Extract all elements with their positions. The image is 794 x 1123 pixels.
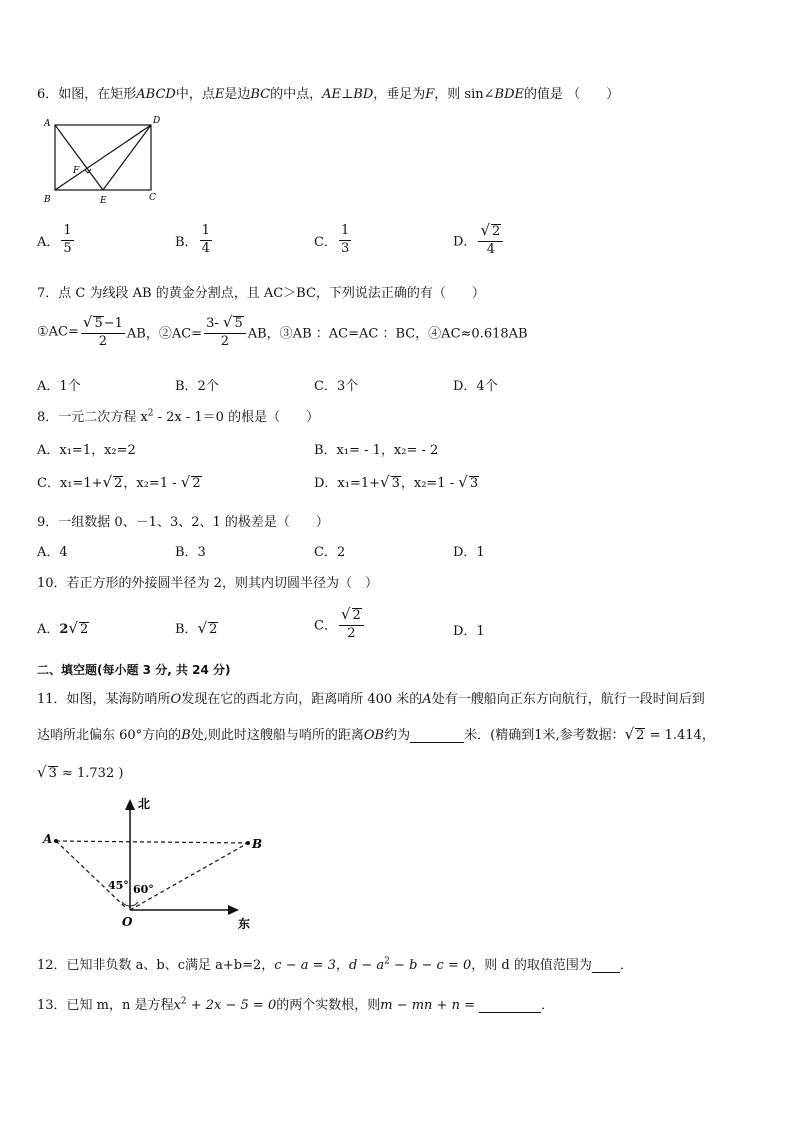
radical-sign: √	[624, 725, 635, 743]
q13-equation: + 2x − 5 = 0	[186, 998, 277, 1013]
radicand: 2	[80, 622, 89, 637]
q11-text: 米．(精确到1米,参考数据：	[464, 728, 625, 743]
q11-var: O	[170, 692, 182, 707]
frac-den: 3	[340, 240, 350, 256]
q9-stem: 9．一组数据 0、－1、3、2、1 的极差是（ ）	[37, 515, 329, 530]
frac-num-tail: −1	[103, 316, 123, 331]
q11-compass-figure	[38, 796, 263, 936]
radicand: 2	[636, 728, 645, 743]
label-o: O	[122, 915, 133, 929]
radicand: 2	[352, 608, 361, 623]
q6-text: 是边	[224, 87, 251, 102]
label-d: D	[153, 116, 161, 126]
q8-option-d	[314, 472, 479, 491]
q7-text: AB，③AB ：AC=AC ：BC，④AC≈0.618AB	[247, 326, 528, 342]
point-a	[54, 839, 58, 843]
q13-expression: m − mn + n =	[380, 998, 475, 1013]
q6-option-b	[175, 224, 214, 257]
q6-text: ，则 sin∠	[434, 87, 495, 102]
radical-sign: √	[82, 313, 93, 331]
q9-option-c: C．2	[314, 545, 346, 560]
q6-option-a	[37, 224, 76, 257]
radical-sign: √	[380, 473, 390, 491]
radical-sign: √	[37, 763, 47, 781]
q12-text: ．	[619, 958, 633, 973]
q10-option-d: D．1	[453, 624, 485, 639]
label-a: A	[43, 832, 53, 846]
segment-bd	[55, 125, 151, 190]
q8-text: C．x₁=1+	[37, 476, 103, 491]
q8-option-b: B．x₁= - 1，x₂= - 2	[314, 443, 439, 458]
q9-option-d: D．1	[453, 545, 485, 560]
q13-equation: x	[173, 998, 181, 1013]
frac-den: 2	[347, 625, 356, 641]
q11-text: 11．如图，某海防哨所	[37, 692, 171, 707]
q11-line1	[37, 688, 705, 707]
q6-stem	[37, 83, 619, 102]
answer-blank[interactable]	[592, 958, 620, 973]
radical-sign: √	[480, 221, 490, 239]
q8-text: ，x₂=1 -	[400, 476, 459, 491]
option-label: C．	[314, 618, 337, 634]
frac-num-head: 3-	[206, 316, 219, 331]
radicand: 2	[114, 476, 123, 491]
label-b: B	[252, 837, 263, 851]
q6-var: F	[425, 87, 435, 102]
answer-blank[interactable]	[479, 998, 541, 1013]
q10-coef: 2	[59, 622, 69, 637]
q12-equation: − b − c = 0	[389, 958, 472, 973]
q6-text: 中，点	[175, 87, 215, 102]
q12-stem	[37, 954, 633, 973]
q8-stem	[37, 406, 319, 425]
q9-option-b: B．3	[175, 545, 206, 560]
q12-text: ，则 d 的取值范围为	[471, 958, 592, 973]
q9-option-a: A．4	[37, 545, 68, 560]
answer-blank[interactable]	[410, 728, 464, 743]
q7-statements	[37, 314, 528, 350]
q6-rectangle-figure	[38, 114, 166, 206]
frac-den: 4	[201, 240, 210, 256]
q8-text: 8．一元二次方程 x	[37, 410, 148, 425]
q10-stem: 10．若正方形的外接圆半径为 2，则其内切圆半径为（ ）	[37, 576, 378, 591]
q13-exponent: 2	[180, 996, 187, 1007]
segment-de	[103, 125, 151, 190]
q11-line2	[37, 724, 715, 743]
frac-den: 2	[98, 333, 108, 349]
option-label: A．	[37, 622, 60, 637]
q13-stem	[37, 994, 554, 1013]
option-label: B．	[175, 234, 198, 250]
q8-exponent: 2	[147, 408, 154, 419]
q7-text: AB，②AC=	[126, 326, 203, 342]
radicand: 3	[48, 766, 57, 781]
q12-equation: c − a = 3	[274, 958, 336, 973]
label-45deg: 45°	[108, 879, 129, 892]
q6-text: 如图，在矩形	[58, 87, 137, 102]
q13-text: 13．已知 m，n 是方程	[37, 998, 174, 1013]
q7-text: ①AC=	[37, 324, 79, 340]
radicand: 2	[192, 476, 201, 491]
q8-option-a: A．x₁=1，x₂=2	[37, 443, 136, 458]
radical-sign: √	[458, 473, 468, 491]
label-b: B	[44, 195, 51, 205]
frac-den: 5	[63, 240, 72, 256]
q12-text: ，	[335, 958, 349, 973]
q13-text: ．	[540, 998, 554, 1013]
radical-sign: √	[197, 619, 208, 637]
q11-text: 处有一艘船向正东方向航行，航行一段时间后到	[431, 692, 705, 707]
q11-text: 约为	[384, 728, 411, 743]
label-c: C	[149, 193, 156, 203]
radicand: 2	[492, 224, 501, 239]
q7-option-b: B．2个	[175, 379, 219, 394]
q8-text: ，x₂=1 -	[123, 476, 181, 491]
q11-text: 处,则此时这艘船与哨所的距离	[190, 728, 364, 743]
q6-number: 6．	[37, 87, 59, 102]
frac-num: 1	[339, 224, 351, 241]
q7-option-d: D．4个	[453, 379, 498, 394]
q11-text: ，	[701, 728, 715, 743]
radicand: 3	[469, 476, 479, 491]
frac-num: 1	[61, 224, 73, 241]
segment-ab	[56, 841, 248, 843]
q6-var: E	[214, 87, 225, 102]
section-heading: 二、填空题(每小题 3 分, 共 24 分)	[37, 663, 231, 677]
label-e: E	[100, 196, 107, 206]
q8-option-c	[37, 472, 202, 491]
east-arrow	[228, 905, 239, 915]
q10-option-a	[37, 618, 89, 637]
option-label: B．	[175, 622, 198, 637]
q7-stem: 7．点 C 为线段 AB 的黄金分割点，且 AC＞BC，下列说法正确的有（ ）	[37, 286, 485, 301]
radicand: 5	[234, 316, 243, 331]
radical-sign: √	[222, 313, 233, 331]
q8-text: D．x₁=1+	[314, 476, 381, 491]
segment-ae	[55, 125, 103, 190]
q11-var: B	[181, 728, 191, 743]
q12-text: 12．已知非负数 a、b、c满足 a+b=2，	[37, 958, 275, 973]
q11-text: 发现在它的西北方向，距离哨所 400 米的	[181, 692, 423, 707]
q11-line3	[37, 763, 123, 781]
q7-option-a: A．1个	[37, 379, 81, 394]
label-f: F	[73, 166, 80, 176]
frac-den: 2	[220, 333, 230, 349]
q11-value: = 1.414	[645, 728, 702, 743]
radical-sign: √	[180, 473, 191, 491]
q11-var: OB	[363, 728, 385, 743]
north-arrow	[125, 799, 135, 810]
radical-sign: √	[102, 473, 113, 491]
option-label: A．	[37, 234, 60, 250]
radical-sign: √	[340, 605, 351, 623]
q6-var: BC	[250, 87, 271, 102]
radicand: 3	[391, 476, 400, 491]
q12-equation: d − a	[348, 958, 385, 973]
q12-exponent: 2	[384, 956, 390, 967]
q10-option-c	[314, 606, 366, 642]
q6-text: ，垂足为	[373, 87, 426, 102]
q6-var: AE⊥BD	[322, 87, 374, 102]
q6-option-c	[314, 224, 353, 257]
q6-text: 的中点，	[270, 87, 323, 102]
option-label: D．	[453, 234, 477, 250]
radicand: 5	[94, 316, 103, 331]
q6-text: 的值是 （ ）	[524, 87, 620, 102]
segment-ao	[56, 841, 126, 908]
segment-ob	[130, 843, 248, 910]
point-b	[246, 841, 250, 845]
q8-text: - 2x - 1＝0 的根是（ ）	[153, 410, 320, 425]
label-east: 东	[238, 917, 251, 931]
q11-value: ≈ 1.732 )	[57, 766, 124, 781]
label-north: 北	[138, 797, 151, 811]
q13-text: 的两个实数根，则	[276, 998, 381, 1013]
radical-sign: √	[68, 619, 78, 637]
radicand: 2	[209, 622, 218, 637]
label-60deg: 60°	[133, 883, 154, 896]
option-label: C．	[314, 234, 337, 250]
q11-text: 达哨所北偏东 60°方向的	[37, 728, 182, 743]
q11-var: A	[422, 692, 432, 707]
q7-option-c: C．3个	[314, 379, 359, 394]
frac-den: 4	[486, 241, 495, 257]
label-a: A	[44, 119, 51, 129]
q6-var: ABCD	[136, 87, 176, 102]
q10-option-b	[175, 618, 218, 637]
frac-num: 1	[200, 224, 212, 241]
q6-option-d	[453, 222, 505, 258]
q6-var: BDE	[494, 87, 524, 102]
